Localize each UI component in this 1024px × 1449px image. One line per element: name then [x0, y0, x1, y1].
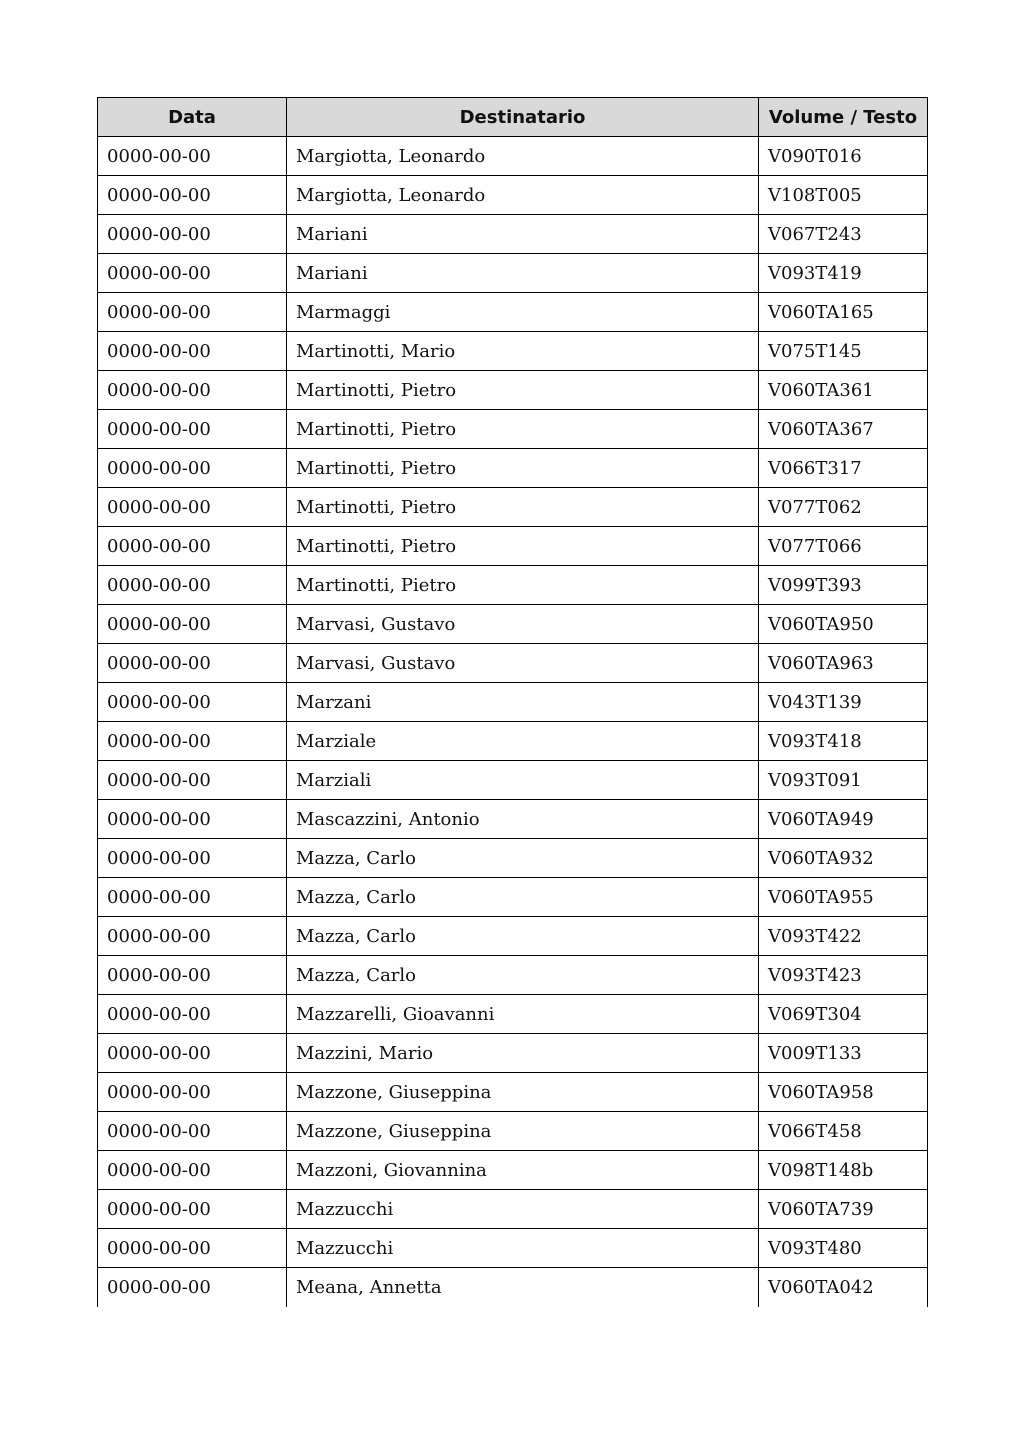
table-row	[98, 683, 928, 722]
cell-date: 0000-00-00	[98, 839, 287, 878]
cell-recipient: Martinotti, Pietro	[287, 410, 759, 449]
cell-recipient: Marzani	[287, 683, 759, 722]
letters-table	[97, 97, 928, 1307]
cell-recipient: Mazza, Carlo	[287, 917, 759, 956]
table-row	[98, 800, 928, 839]
cell-recipient: Martinotti, Pietro	[287, 371, 759, 410]
cell-date: 0000-00-00	[98, 527, 287, 566]
table-row	[98, 254, 928, 293]
cell-date: 0000-00-00	[98, 956, 287, 995]
cell-date: 0000-00-00	[98, 1268, 287, 1307]
cell-recipient: Martinotti, Pietro	[287, 488, 759, 527]
table-row	[98, 995, 928, 1034]
table-row	[98, 293, 928, 332]
header-volume-text: Volume / Testo	[759, 98, 928, 137]
table-row	[98, 839, 928, 878]
table-row	[98, 449, 928, 488]
cell-date: 0000-00-00	[98, 605, 287, 644]
cell-recipient: Marvasi, Gustavo	[287, 605, 759, 644]
table-row	[98, 722, 928, 761]
cell-date: 0000-00-00	[98, 683, 287, 722]
cell-volume-text: V060TA739	[759, 1190, 928, 1229]
table-body	[98, 137, 928, 1307]
table-row	[98, 1190, 928, 1229]
cell-date: 0000-00-00	[98, 371, 287, 410]
cell-date: 0000-00-00	[98, 878, 287, 917]
table-row	[98, 332, 928, 371]
cell-date: 0000-00-00	[98, 1073, 287, 1112]
cell-recipient: Mazzini, Mario	[287, 1034, 759, 1073]
cell-date: 0000-00-00	[98, 566, 287, 605]
cell-volume-text: V093T423	[759, 956, 928, 995]
cell-recipient: Marziale	[287, 722, 759, 761]
cell-recipient: Martinotti, Mario	[287, 332, 759, 371]
cell-volume-text: V093T419	[759, 254, 928, 293]
cell-date: 0000-00-00	[98, 1151, 287, 1190]
cell-volume-text: V066T458	[759, 1112, 928, 1151]
table-row	[98, 917, 928, 956]
header-date: Data	[98, 98, 287, 137]
cell-date: 0000-00-00	[98, 1112, 287, 1151]
table-row	[98, 1034, 928, 1073]
cell-date: 0000-00-00	[98, 761, 287, 800]
table-row	[98, 137, 928, 176]
cell-volume-text: V043T139	[759, 683, 928, 722]
cell-date: 0000-00-00	[98, 1229, 287, 1268]
table-row	[98, 956, 928, 995]
table-row	[98, 1073, 928, 1112]
cell-volume-text: V077T062	[759, 488, 928, 527]
cell-recipient: Marmaggi	[287, 293, 759, 332]
table-row	[98, 644, 928, 683]
cell-recipient: Mariani	[287, 215, 759, 254]
cell-date: 0000-00-00	[98, 995, 287, 1034]
cell-volume-text: V060TA949	[759, 800, 928, 839]
table-row	[98, 878, 928, 917]
cell-recipient: Martinotti, Pietro	[287, 449, 759, 488]
cell-recipient: Mariani	[287, 254, 759, 293]
cell-recipient: Mazzucchi	[287, 1229, 759, 1268]
cell-date: 0000-00-00	[98, 137, 287, 176]
cell-date: 0000-00-00	[98, 176, 287, 215]
cell-date: 0000-00-00	[98, 332, 287, 371]
cell-volume-text: V009T133	[759, 1034, 928, 1073]
cell-date: 0000-00-00	[98, 1034, 287, 1073]
table-row	[98, 605, 928, 644]
table-row	[98, 410, 928, 449]
cell-volume-text: V060TA950	[759, 605, 928, 644]
cell-volume-text: V069T304	[759, 995, 928, 1034]
table-row	[98, 566, 928, 605]
cell-recipient: Mazza, Carlo	[287, 839, 759, 878]
table-row	[98, 1268, 928, 1307]
cell-date: 0000-00-00	[98, 254, 287, 293]
cell-volume-text: V093T422	[759, 917, 928, 956]
cell-date: 0000-00-00	[98, 800, 287, 839]
cell-date: 0000-00-00	[98, 215, 287, 254]
cell-recipient: Mazza, Carlo	[287, 878, 759, 917]
cell-recipient: Martinotti, Pietro	[287, 527, 759, 566]
table-row	[98, 527, 928, 566]
cell-volume-text: V093T480	[759, 1229, 928, 1268]
cell-volume-text: V060TA958	[759, 1073, 928, 1112]
cell-volume-text: V099T393	[759, 566, 928, 605]
cell-recipient: Mazza, Carlo	[287, 956, 759, 995]
cell-date: 0000-00-00	[98, 1190, 287, 1229]
cell-recipient: Mazzarelli, Gioavanni	[287, 995, 759, 1034]
table-row	[98, 1229, 928, 1268]
cell-date: 0000-00-00	[98, 644, 287, 683]
cell-volume-text: V060TA361	[759, 371, 928, 410]
cell-volume-text: V090T016	[759, 137, 928, 176]
table-row	[98, 761, 928, 800]
cell-date: 0000-00-00	[98, 488, 287, 527]
cell-recipient: Margiotta, Leonardo	[287, 137, 759, 176]
table-row	[98, 1112, 928, 1151]
cell-date: 0000-00-00	[98, 917, 287, 956]
cell-volume-text: V066T317	[759, 449, 928, 488]
cell-date: 0000-00-00	[98, 449, 287, 488]
cell-volume-text: V060TA932	[759, 839, 928, 878]
cell-date: 0000-00-00	[98, 410, 287, 449]
cell-recipient: Marvasi, Gustavo	[287, 644, 759, 683]
cell-recipient: Mazzucchi	[287, 1190, 759, 1229]
cell-recipient: Mazzoni, Giovannina	[287, 1151, 759, 1190]
cell-volume-text: V093T418	[759, 722, 928, 761]
cell-volume-text: V098T148b	[759, 1151, 928, 1190]
cell-date: 0000-00-00	[98, 722, 287, 761]
cell-recipient: Margiotta, Leonardo	[287, 176, 759, 215]
table-row	[98, 176, 928, 215]
table-row	[98, 215, 928, 254]
cell-volume-text: V108T005	[759, 176, 928, 215]
table-header-row	[98, 98, 928, 137]
cell-recipient: Mazzone, Giuseppina	[287, 1112, 759, 1151]
cell-volume-text: V060TA042	[759, 1268, 928, 1307]
cell-volume-text: V077T066	[759, 527, 928, 566]
cell-volume-text: V060TA367	[759, 410, 928, 449]
cell-recipient: Mascazzini, Antonio	[287, 800, 759, 839]
cell-date: 0000-00-00	[98, 293, 287, 332]
header-recipient: Destinatario	[287, 98, 759, 137]
cell-volume-text: V075T145	[759, 332, 928, 371]
cell-recipient: Mazzone, Giuseppina	[287, 1073, 759, 1112]
table-row	[98, 488, 928, 527]
cell-volume-text: V060TA165	[759, 293, 928, 332]
table-row	[98, 371, 928, 410]
cell-recipient: Marziali	[287, 761, 759, 800]
cell-volume-text: V067T243	[759, 215, 928, 254]
cell-volume-text: V093T091	[759, 761, 928, 800]
cell-volume-text: V060TA963	[759, 644, 928, 683]
cell-volume-text: V060TA955	[759, 878, 928, 917]
table-row	[98, 1151, 928, 1190]
cell-recipient: Meana, Annetta	[287, 1268, 759, 1307]
cell-recipient: Martinotti, Pietro	[287, 566, 759, 605]
